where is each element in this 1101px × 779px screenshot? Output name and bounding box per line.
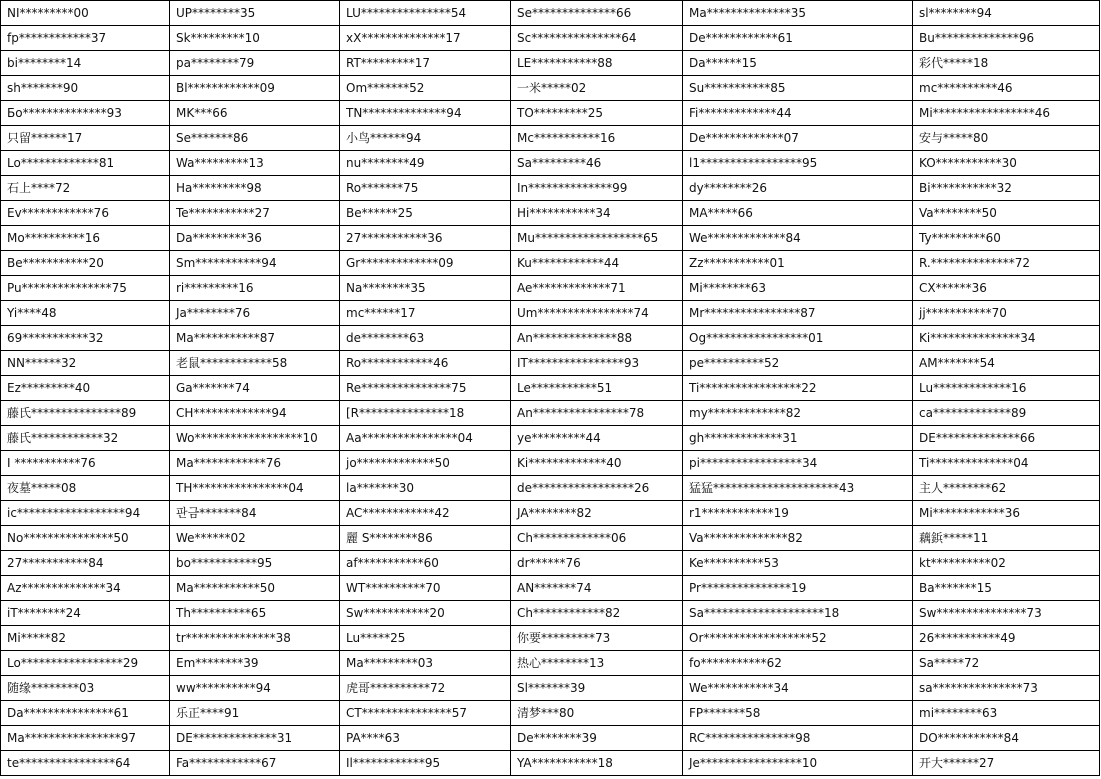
table-cell[interactable]: Ti**************04	[913, 451, 1100, 476]
table-cell[interactable]: xX**************17	[340, 26, 511, 51]
table-cell[interactable]: 石上****72	[1, 176, 170, 201]
table-cell[interactable]: 老鼠************58	[170, 351, 340, 376]
table-cell[interactable]: Mo**********16	[1, 226, 170, 251]
table-cell[interactable]: de********63	[340, 326, 511, 351]
table-cell[interactable]: Pu***************75	[1, 276, 170, 301]
table-cell[interactable]: 安与*****80	[913, 126, 1100, 151]
table-cell[interactable]: LE***********88	[511, 51, 683, 76]
table-cell[interactable]: Yi****48	[1, 301, 170, 326]
table-row	[1, 426, 1100, 451]
table-cell[interactable]: TO*********25	[511, 101, 683, 126]
table-cell[interactable]: 26***********49	[913, 626, 1100, 651]
table-cell[interactable]: Fi*************44	[683, 101, 913, 126]
table-cell[interactable]: Ae*************71	[511, 276, 683, 301]
table-cell[interactable]: dy********26	[683, 176, 913, 201]
table-cell[interactable]: No***************50	[1, 526, 170, 551]
table-row	[1, 676, 1100, 701]
table-cell[interactable]: gh*************31	[683, 426, 913, 451]
table-cell[interactable]: RC***************98	[683, 726, 913, 751]
table-cell[interactable]: r1************19	[683, 501, 913, 526]
table-cell[interactable]: Ti*****************22	[683, 376, 913, 401]
table-row	[1, 301, 1100, 326]
table-cell[interactable]: Re***************75	[340, 376, 511, 401]
table-row	[1, 201, 1100, 226]
table-cell[interactable]: AC************42	[340, 501, 511, 526]
table-cell[interactable]: Lu*****25	[340, 626, 511, 651]
table-cell[interactable]: Na********35	[340, 276, 511, 301]
table-cell[interactable]: Mi********63	[683, 276, 913, 301]
table-cell[interactable]: RT*********17	[340, 51, 511, 76]
table-cell[interactable]: Ma***********50	[170, 576, 340, 601]
table-cell[interactable]: Mi*****82	[1, 626, 170, 651]
table-cell[interactable]: Wo******************10	[170, 426, 340, 451]
table-cell[interactable]: FP*******58	[683, 701, 913, 726]
table-cell[interactable]: pa********79	[170, 51, 340, 76]
table-cell[interactable]: TN**************94	[340, 101, 511, 126]
table-cell[interactable]: 小鸟******94	[340, 126, 511, 151]
table-row	[1, 576, 1100, 601]
table-cell[interactable]: Ki***************34	[913, 326, 1100, 351]
table-cell[interactable]: Ha*********98	[170, 176, 340, 201]
table-row	[1, 726, 1100, 751]
table-row	[1, 276, 1100, 301]
table-cell[interactable]: Mu******************65	[511, 226, 683, 251]
table-row	[1, 626, 1100, 651]
table-cell[interactable]: 夜墓*****08	[1, 476, 170, 501]
table-cell[interactable]: 虎哥**********72	[340, 676, 511, 701]
table-cell[interactable]: 69***********32	[1, 326, 170, 351]
table-cell[interactable]: CH*************94	[170, 401, 340, 426]
table-cell[interactable]: R.**************72	[913, 251, 1100, 276]
table-cell[interactable]: ri*********16	[170, 276, 340, 301]
table-cell[interactable]: LU***************54	[340, 1, 511, 26]
table-cell[interactable]: Or******************52	[683, 626, 913, 651]
table-cell[interactable]: Ga*******74	[170, 376, 340, 401]
table-cell[interactable]: tr***************38	[170, 626, 340, 651]
table-cell[interactable]: NI*********00	[1, 1, 170, 26]
table-cell[interactable]: Da******15	[683, 51, 913, 76]
table-cell[interactable]: Ro************46	[340, 351, 511, 376]
table-cell[interactable]: 热心********13	[511, 651, 683, 676]
table-cell[interactable]: 麗 S********86	[340, 526, 511, 551]
table-cell[interactable]: DE**************31	[170, 726, 340, 751]
table-row	[1, 451, 1100, 476]
table-cell[interactable]: NN******32	[1, 351, 170, 376]
table-cell[interactable]: 乐正****91	[170, 701, 340, 726]
table-cell[interactable]: bo***********95	[170, 551, 340, 576]
table-body	[1, 1, 1100, 776]
table-cell[interactable]: bi********14	[1, 51, 170, 76]
table-row	[1, 151, 1100, 176]
table-cell[interactable]: KO***********30	[913, 151, 1100, 176]
table-cell[interactable]: Ty*********60	[913, 226, 1100, 251]
table-cell[interactable]: Ez*********40	[1, 376, 170, 401]
table-cell[interactable]: CX******36	[913, 276, 1100, 301]
table-cell[interactable]: We***********34	[683, 676, 913, 701]
table-cell[interactable]: Ma****************97	[1, 726, 170, 751]
table-cell[interactable]: JA********82	[511, 501, 683, 526]
table-cell[interactable]: Da***************61	[1, 701, 170, 726]
table-cell[interactable]: Wa*********13	[170, 151, 340, 176]
table-cell[interactable]: Ke**********53	[683, 551, 913, 576]
table-cell[interactable]: Ma*********03	[340, 651, 511, 676]
table-cell[interactable]: iT********24	[1, 601, 170, 626]
table-cell[interactable]: 一米*****02	[511, 76, 683, 101]
table-row	[1, 101, 1100, 126]
table-row	[1, 226, 1100, 251]
table-row	[1, 351, 1100, 376]
table-cell[interactable]: AN*******74	[511, 576, 683, 601]
table-cell[interactable]: WT**********70	[340, 576, 511, 601]
table-cell[interactable]: I ***********76	[1, 451, 170, 476]
table-cell[interactable]: DE**************66	[913, 426, 1100, 451]
table-cell[interactable]: Be******25	[340, 201, 511, 226]
table-cell[interactable]: UP********35	[170, 1, 340, 26]
table-cell[interactable]: Bu**************96	[913, 26, 1100, 51]
table-cell[interactable]: Le***********51	[511, 376, 683, 401]
table-cell[interactable]: Hi***********34	[511, 201, 683, 226]
table-cell[interactable]: 藤氏************32	[1, 426, 170, 451]
table-cell[interactable]: Va**************82	[683, 526, 913, 551]
table-cell[interactable]: sl********94	[913, 1, 1100, 26]
table-cell[interactable]: Fa************67	[170, 751, 340, 776]
table-cell[interactable]: l1*****************95	[683, 151, 913, 176]
table-cell[interactable]: Om*******52	[340, 76, 511, 101]
table-row	[1, 751, 1100, 776]
table-row	[1, 176, 1100, 201]
table-cell[interactable]: Ch************82	[511, 601, 683, 626]
table-cell[interactable]: Te***********27	[170, 201, 340, 226]
table-cell[interactable]: De*************07	[683, 126, 913, 151]
table-cell[interactable]: fo***********62	[683, 651, 913, 676]
table-cell[interactable]: Sc***************64	[511, 26, 683, 51]
table-cell[interactable]: Mc***********16	[511, 126, 683, 151]
table-cell[interactable]: Be***********20	[1, 251, 170, 276]
table-cell[interactable]: Sa*****72	[913, 651, 1100, 676]
table-cell[interactable]: Lo*****************29	[1, 651, 170, 676]
table-cell[interactable]: Az**************34	[1, 576, 170, 601]
table-cell[interactable]: 主人********62	[913, 476, 1100, 501]
table-cell[interactable]: 你要*********73	[511, 626, 683, 651]
table-cell[interactable]: jj***********70	[913, 301, 1100, 326]
table-cell[interactable]: Sw***************73	[913, 601, 1100, 626]
table-cell[interactable]: Lu*************16	[913, 376, 1100, 401]
table-cell[interactable]: Il************95	[340, 751, 511, 776]
table-row	[1, 126, 1100, 151]
table-cell[interactable]: Sa*********46	[511, 151, 683, 176]
table-cell[interactable]: 彩代*****18	[913, 51, 1100, 76]
table-cell[interactable]: TH****************04	[170, 476, 340, 501]
table-row	[1, 701, 1100, 726]
table-cell[interactable]: MK***66	[170, 101, 340, 126]
table-cell[interactable]: Ma***********87	[170, 326, 340, 351]
table-row	[1, 26, 1100, 51]
table-cell[interactable]: In**************99	[511, 176, 683, 201]
table-cell[interactable]: Sa********************18	[683, 601, 913, 626]
table-cell[interactable]: af***********60	[340, 551, 511, 576]
table-cell[interactable]: mc**********46	[913, 76, 1100, 101]
table-cell[interactable]: [R***************18	[340, 401, 511, 426]
table-cell[interactable]: Sl*******39	[511, 676, 683, 701]
table-cell[interactable]: Ma**************35	[683, 1, 913, 26]
table-row	[1, 51, 1100, 76]
table-cell[interactable]: Gr*************09	[340, 251, 511, 276]
table-cell[interactable]: We*************84	[683, 226, 913, 251]
table-cell[interactable]: Se**************66	[511, 1, 683, 26]
table-row	[1, 476, 1100, 501]
table-cell[interactable]: 猛猛*********************43	[683, 476, 913, 501]
table-cell[interactable]: Ja********76	[170, 301, 340, 326]
table-cell[interactable]: Sm***********94	[170, 251, 340, 276]
table-cell[interactable]: ye*********44	[511, 426, 683, 451]
table-cell[interactable]: Mi*****************46	[913, 101, 1100, 126]
table-cell[interactable]: Ch*************06	[511, 526, 683, 551]
table-cell[interactable]: 藤氏***************89	[1, 401, 170, 426]
table-cell[interactable]: We******02	[170, 526, 340, 551]
table-cell[interactable]: 清梦***80	[511, 701, 683, 726]
table-cell[interactable]: De********39	[511, 726, 683, 751]
table-cell[interactable]: 只留******17	[1, 126, 170, 151]
table-cell[interactable]: Бo**************93	[1, 101, 170, 126]
table-cell[interactable]: fp************37	[1, 26, 170, 51]
table-cell[interactable]: Ba*******15	[913, 576, 1100, 601]
table-cell[interactable]: An****************78	[511, 401, 683, 426]
table-cell[interactable]: Lo*************81	[1, 151, 170, 176]
table-cell[interactable]: De************61	[683, 26, 913, 51]
table-cell[interactable]: Da*********36	[170, 226, 340, 251]
table-cell[interactable]: jo*************50	[340, 451, 511, 476]
table-cell[interactable]: Pr***************19	[683, 576, 913, 601]
table-cell[interactable]: 随缘********03	[1, 676, 170, 701]
table-cell[interactable]: Th**********65	[170, 601, 340, 626]
table-cell[interactable]: ca*************89	[913, 401, 1100, 426]
table-cell[interactable]: An**************88	[511, 326, 683, 351]
table-cell[interactable]: Aa****************04	[340, 426, 511, 451]
table-cell[interactable]: Je*****************10	[683, 751, 913, 776]
table-cell[interactable]: la*******30	[340, 476, 511, 501]
table-cell[interactable]: Bl************09	[170, 76, 340, 101]
table-row	[1, 501, 1100, 526]
table-cell[interactable]: te****************64	[1, 751, 170, 776]
table-cell[interactable]: IT****************93	[511, 351, 683, 376]
table-cell[interactable]: Um****************74	[511, 301, 683, 326]
table-cell[interactable]: Ki*************40	[511, 451, 683, 476]
table-row	[1, 651, 1100, 676]
table-row	[1, 376, 1100, 401]
table-row	[1, 1, 1100, 26]
table-cell[interactable]: CT***************57	[340, 701, 511, 726]
table-cell[interactable]: PA****63	[340, 726, 511, 751]
table-cell[interactable]: 27***********84	[1, 551, 170, 576]
table-cell[interactable]: MA*****66	[683, 201, 913, 226]
table-cell[interactable]: Ma************76	[170, 451, 340, 476]
table-cell[interactable]: dr******76	[511, 551, 683, 576]
table-cell[interactable]: my*************82	[683, 401, 913, 426]
table-cell[interactable]: Sk*********10	[170, 26, 340, 51]
table-cell[interactable]: kt**********02	[913, 551, 1100, 576]
table-cell[interactable]: Su***********85	[683, 76, 913, 101]
table-row	[1, 601, 1100, 626]
table-cell[interactable]: Se*******86	[170, 126, 340, 151]
table-cell[interactable]: ic******************94	[1, 501, 170, 526]
table-cell[interactable]: Ku************44	[511, 251, 683, 276]
table-cell[interactable]: Ev************76	[1, 201, 170, 226]
table-row	[1, 326, 1100, 351]
table-cell[interactable]: pi*****************34	[683, 451, 913, 476]
table-row	[1, 526, 1100, 551]
table-cell[interactable]: DO***********84	[913, 726, 1100, 751]
table-row	[1, 76, 1100, 101]
table-cell[interactable]: Bi***********32	[913, 176, 1100, 201]
table-cell[interactable]: mi********63	[913, 701, 1100, 726]
table-cell[interactable]: Sw***********20	[340, 601, 511, 626]
table-cell[interactable]: Em********39	[170, 651, 340, 676]
table-cell[interactable]: Mr****************87	[683, 301, 913, 326]
table-cell[interactable]: Va********50	[913, 201, 1100, 226]
table-cell[interactable]: Ro*******75	[340, 176, 511, 201]
table-cell[interactable]: YA***********18	[511, 751, 683, 776]
table-cell[interactable]: AM*******54	[913, 351, 1100, 376]
table-cell[interactable]: Zz***********01	[683, 251, 913, 276]
table-cell[interactable]: sa***************73	[913, 676, 1100, 701]
table-cell[interactable]: sh*******90	[1, 76, 170, 101]
table-cell[interactable]: 藕鋲*****11	[913, 526, 1100, 551]
table-row	[1, 551, 1100, 576]
table-cell[interactable]: ww**********94	[170, 676, 340, 701]
table-row	[1, 251, 1100, 276]
table-cell[interactable]: Mi************36	[913, 501, 1100, 526]
table-cell[interactable]: 판금*******84	[170, 501, 340, 526]
table-cell[interactable]: pe**********52	[683, 351, 913, 376]
table-cell[interactable]: de*****************26	[511, 476, 683, 501]
table-cell[interactable]: 开大******27	[913, 751, 1100, 776]
table-row	[1, 401, 1100, 426]
table-cell[interactable]: Og*****************01	[683, 326, 913, 351]
table-cell[interactable]: 27***********36	[340, 226, 511, 251]
table-cell[interactable]: nu********49	[340, 151, 511, 176]
table-cell[interactable]: mc******17	[340, 301, 511, 326]
